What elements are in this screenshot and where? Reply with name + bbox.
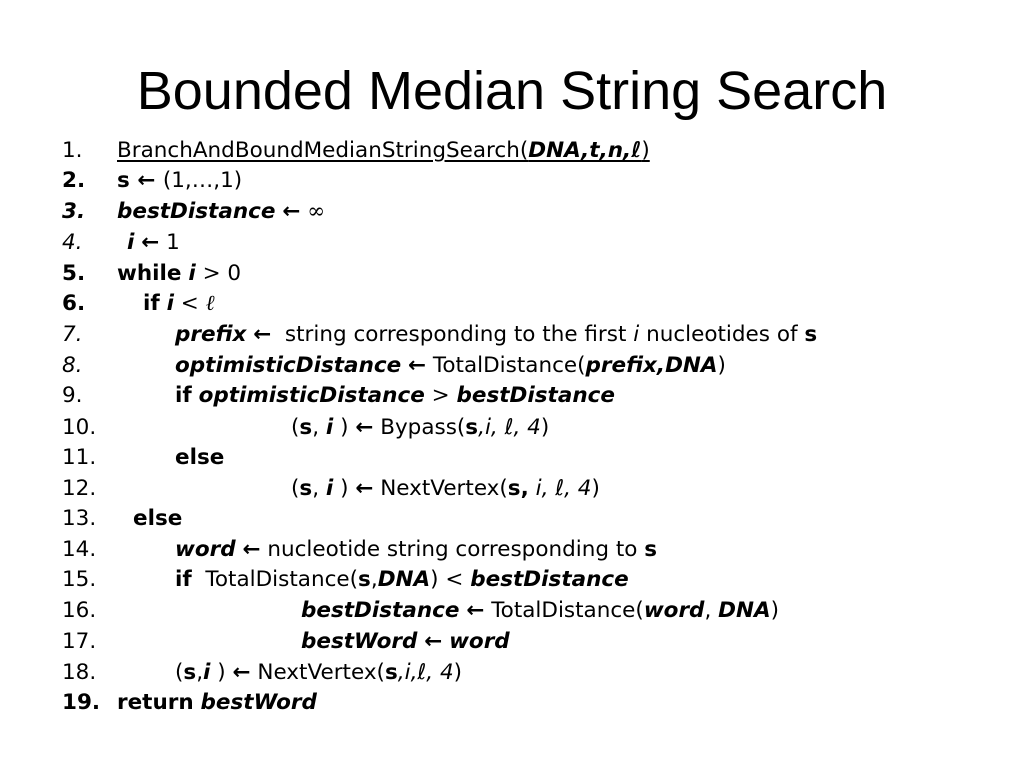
line-number: 14. [62,537,97,562]
line-number: 15. [62,567,97,592]
line-number: 6. [62,291,86,316]
line-number: 13. [62,506,97,531]
function-signature: BranchAndBoundMedianStringSearch(DNA,t,n,ℓ) [117,138,650,163]
line-number: 1. [62,138,83,163]
code-statement: (s,i ) ← NextVertex(s,i,ℓ, 4) [175,660,463,685]
line-number: 19. [62,690,101,715]
line-number: 3. [62,199,86,224]
slide-title: Bounded Median String Search [136,61,888,121]
code-statement: return bestWord [117,690,317,715]
left-arrow-icon: ← [355,415,374,440]
line-number: 10. [62,415,97,440]
code-statement: if i < ℓ [143,291,215,316]
code-statement: bestWord ← word [301,629,510,654]
line-number: 9. [62,383,83,408]
left-arrow-icon: ← [424,629,443,654]
code-statement: bestDistance ← ∞ [117,199,326,224]
code-statement: else [175,445,225,470]
code-statement: (s, i ) ← Bypass(s,i, ℓ, 4) [291,415,550,440]
left-arrow-icon: ← [137,168,156,193]
code-statement: optimisticDistance ← TotalDistance(prefix,DNA) [175,353,726,378]
code-statement: i ← 1 [127,230,180,255]
left-arrow-icon: ← [253,322,272,347]
line-number: 2. [62,168,86,193]
code-statement: else [133,506,183,531]
code-statement: word ← nucleotide string corresponding to s [175,537,658,562]
left-arrow-icon: ← [282,199,301,224]
code-statement: prefix ← string corresponding to the first i nucleotides of s [175,322,818,347]
code-statement: if optimisticDistance > bestDistance [175,383,615,408]
code-statement: bestDistance ← TotalDistance(word, DNA) [301,598,780,623]
code-statement: s ← (1,…,1) [117,168,243,193]
line-number: 18. [62,660,97,685]
line-number: 7. [62,322,83,347]
left-arrow-icon: ← [355,476,374,501]
line-number: 5. [62,261,86,286]
code-statement: (s, i ) ← NextVertex(s, i, ℓ, 4) [291,476,600,501]
code-statement: if TotalDistance(s,DNA) < bestDistance [175,567,629,592]
left-arrow-icon: ← [466,598,485,623]
line-number: 12. [62,476,97,501]
left-arrow-icon: ← [141,230,160,255]
line-number: 4. [62,230,83,255]
left-arrow-icon: ← [408,353,427,378]
line-number: 11. [62,445,97,470]
line-number: 17. [62,629,97,654]
left-arrow-icon: ← [232,660,251,685]
line-number: 8. [62,353,83,378]
line-number: 16. [62,598,97,623]
left-arrow-icon: ← [242,537,261,562]
code-statement: while i > 0 [117,261,242,286]
